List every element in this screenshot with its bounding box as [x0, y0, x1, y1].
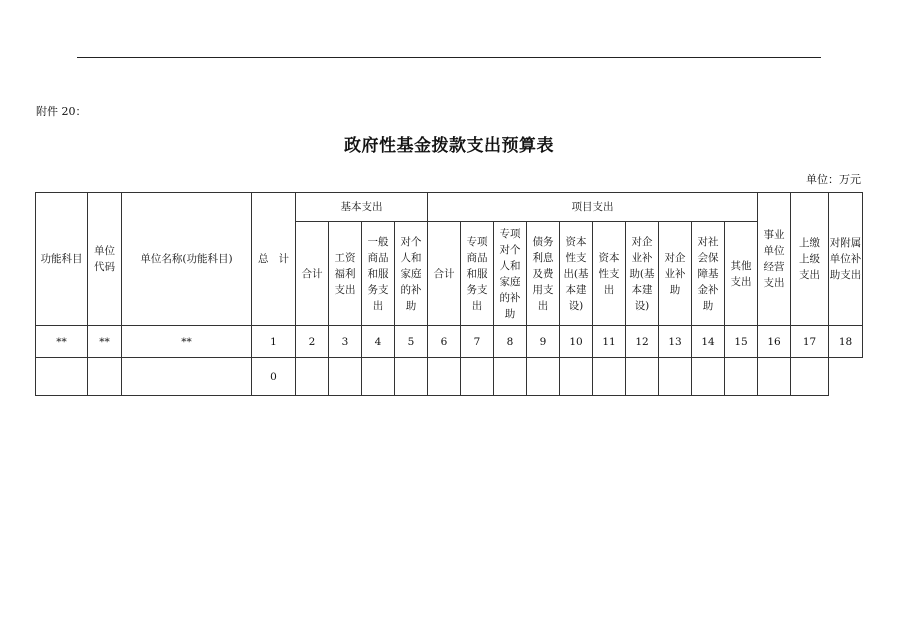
index-number: 15: [725, 326, 758, 358]
cell-empty: [791, 358, 829, 396]
index-number: 18: [829, 326, 863, 358]
cell-empty: [560, 358, 593, 396]
index-mark: **: [88, 326, 122, 358]
header-project-group: 项目支出: [428, 193, 758, 222]
index-number: 5: [395, 326, 428, 358]
header-total: 总 计: [252, 193, 296, 326]
cell-empty: [362, 358, 395, 396]
cell-empty: [725, 358, 758, 396]
cell-func-subject: [36, 358, 88, 396]
header-project-col: 对企 业补 助(基 本建 设): [626, 222, 659, 326]
data-row: [36, 358, 863, 396]
cell-empty: [395, 358, 428, 396]
index-mark: **: [122, 326, 252, 358]
cell-empty: [626, 358, 659, 396]
header-basic-col: 工资 福利 支出: [329, 222, 362, 326]
index-number: 7: [461, 326, 494, 358]
index-number: 4: [362, 326, 395, 358]
cell-empty: [428, 358, 461, 396]
index-number: 13: [659, 326, 692, 358]
header-func-subject: 功能科目: [36, 193, 88, 326]
unit-label: 单位：万元: [806, 173, 861, 186]
cell-empty: [758, 358, 791, 396]
cell-empty: [494, 358, 527, 396]
index-number: 3: [329, 326, 362, 358]
header-project-col: 对社 会保 障基 金补 助: [692, 222, 725, 326]
header-basic-col: 一般 商品 和服 务支 出: [362, 222, 395, 326]
header-project-col: 专项 对个 人和 家庭 的补 助: [494, 222, 527, 326]
index-number: 9: [527, 326, 560, 358]
cell-empty: [593, 358, 626, 396]
header-tail-business: 事业 单位 经营 支出: [758, 193, 791, 326]
cell-empty: [461, 358, 494, 396]
header-project-col: 对企 业补 助: [659, 222, 692, 326]
index-number: 11: [593, 326, 626, 358]
header-row-groups: [36, 193, 863, 222]
header-project-col: 合计: [428, 222, 461, 326]
header-project-col: 专项 商品 和服 务支 出: [461, 222, 494, 326]
index-row: [36, 326, 863, 358]
header-basic-col: 对个 人和 家庭 的补 助: [395, 222, 428, 326]
header-unit-name: 单位名称(功能科目): [122, 193, 252, 326]
cell-empty: [527, 358, 560, 396]
page-title: 政府性基金拨款支出预算表: [344, 136, 554, 156]
cell-empty: [692, 358, 725, 396]
attachment-label: 附件 20：: [36, 105, 87, 118]
cell-empty: [659, 358, 692, 396]
header-tail-subsidiary: 对附属 单位补 助支出: [829, 193, 863, 326]
index-number: 17: [791, 326, 829, 358]
index-number: 6: [428, 326, 461, 358]
header-basic-col: 合计: [296, 222, 329, 326]
cell-empty: [296, 358, 329, 396]
header-tail-remit: 上缴 上级 支出: [791, 193, 829, 326]
index-number: 1: [252, 326, 296, 358]
index-number: 14: [692, 326, 725, 358]
cell-unit-name: [122, 358, 252, 396]
header-unit-code: 单位 代码: [88, 193, 122, 326]
budget-table: [35, 192, 863, 396]
header-project-col: 债务 利息 及费 用支 出: [527, 222, 560, 326]
index-number: 12: [626, 326, 659, 358]
header-project-col: 其他 支出: [725, 222, 758, 326]
index-number: 8: [494, 326, 527, 358]
cell-total: 0: [252, 358, 296, 396]
cell-unit-code: [88, 358, 122, 396]
index-number: 10: [560, 326, 593, 358]
index-number: 2: [296, 326, 329, 358]
header-project-col: 资本 性支 出(基 本建 设): [560, 222, 593, 326]
header-project-col: 资本 性支 出: [593, 222, 626, 326]
index-number: 16: [758, 326, 791, 358]
cell-empty: [329, 358, 362, 396]
index-mark: **: [36, 326, 88, 358]
header-basic-group: 基本支出: [296, 193, 428, 222]
top-rule: [77, 57, 821, 58]
